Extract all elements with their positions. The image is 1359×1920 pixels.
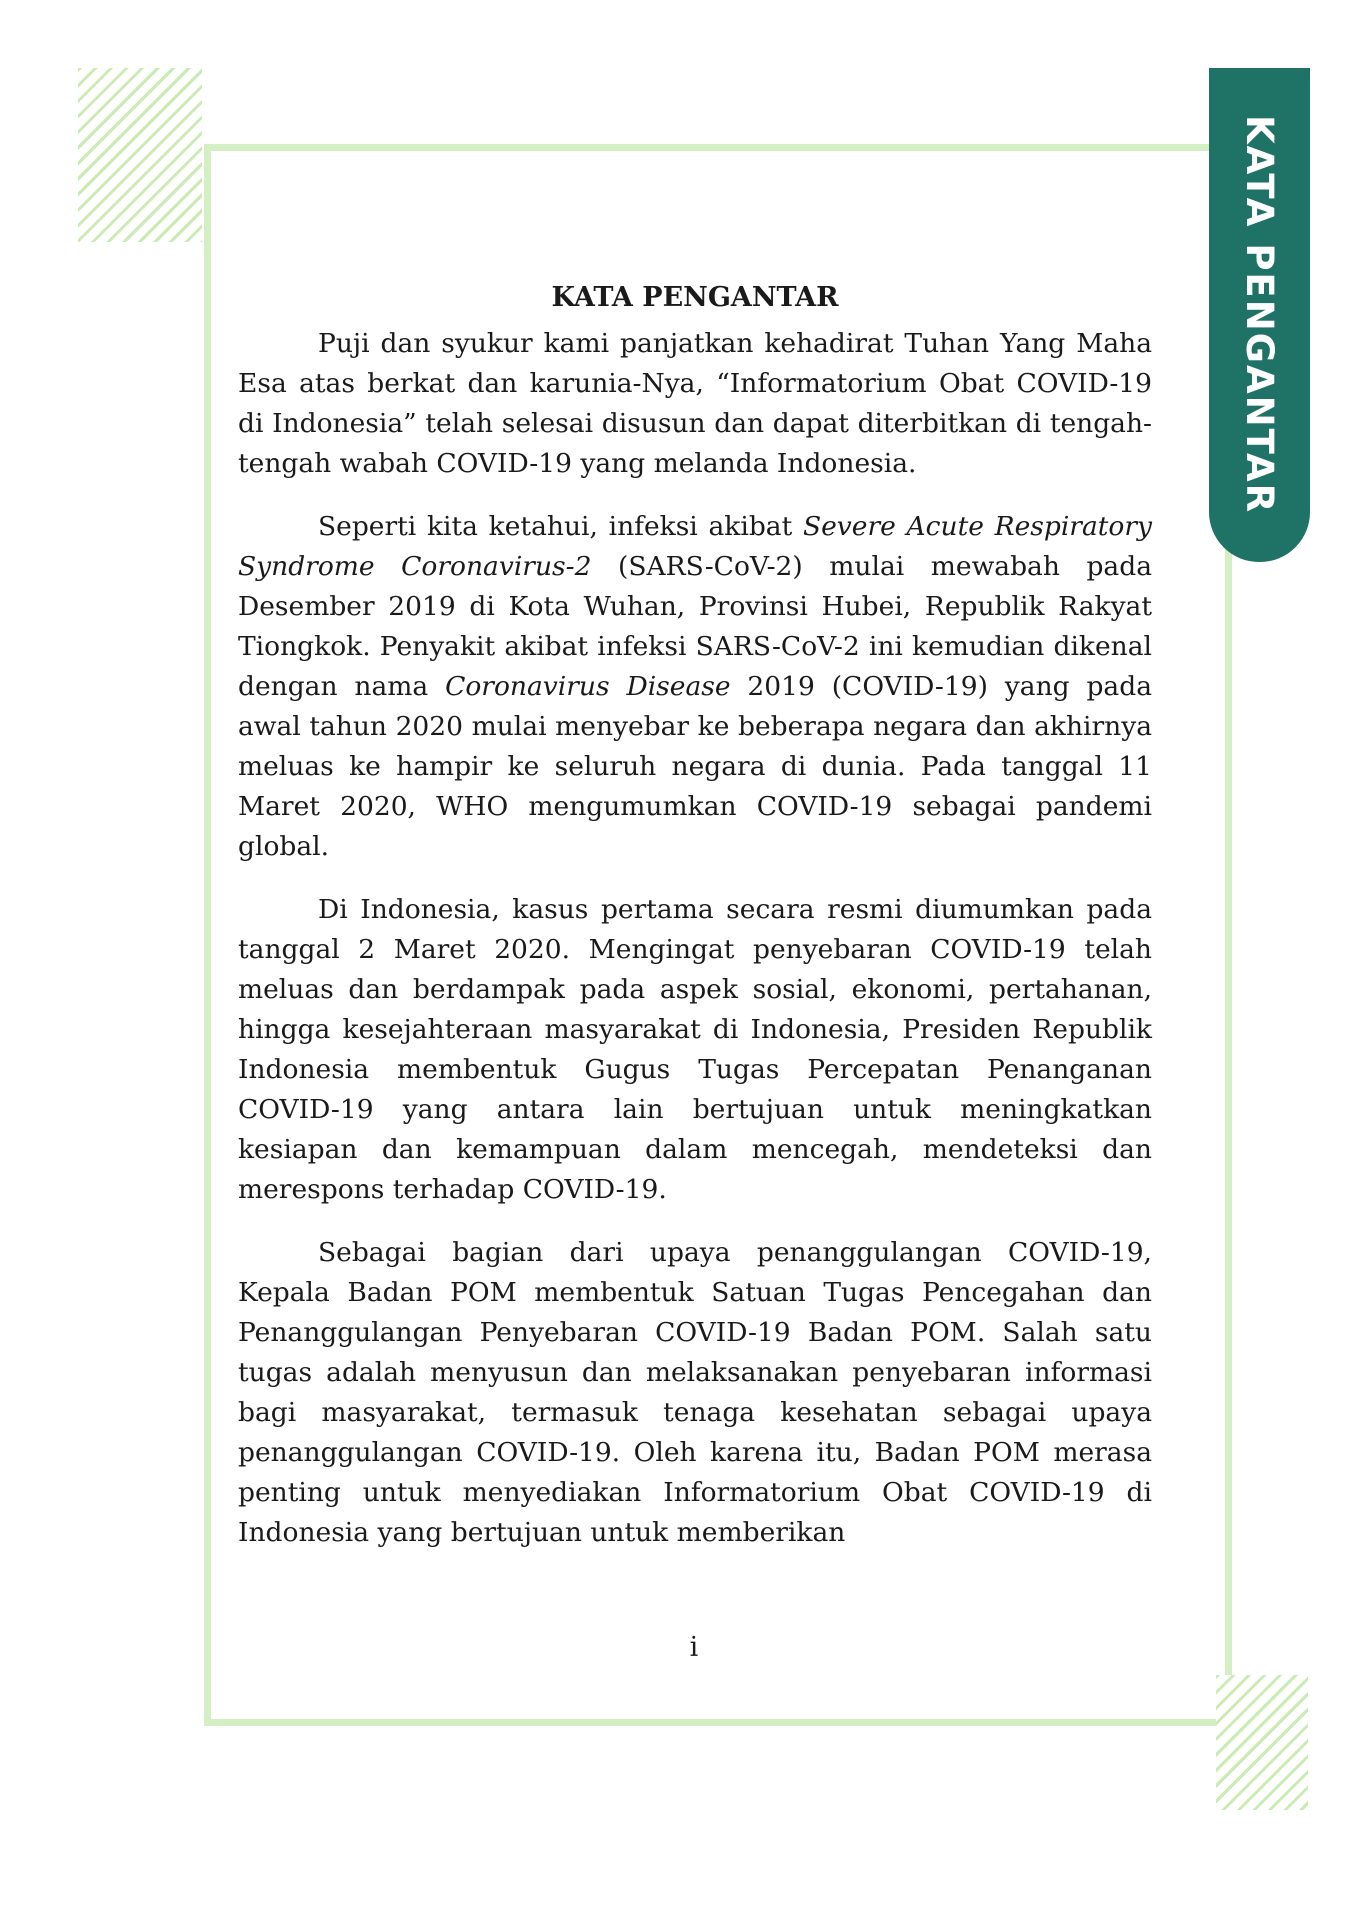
italic-term: Coronavirus Disease xyxy=(445,671,731,702)
decorative-hatch-top xyxy=(78,68,202,242)
paragraph-3 xyxy=(238,890,1152,1210)
paragraph-1 xyxy=(238,324,1152,484)
page-number: i xyxy=(689,1632,699,1663)
side-tab-label: KATA PENGANTAR xyxy=(1238,115,1281,515)
text-segment: Sebagai bagian dari upaya penanggulangan COVID-19, Kepala Badan POM membentuk Satuan Tugas Pencegahan dan Penanggulangan Penyebaran COVID-19 Badan POM. Salah satu tugas adalah menyusun dan melaksanakan penyebaran informasi bagi masyarakat, termasuk tenaga kesehatan sebagai upaya penanggulangan COVID-19. Oleh karena itu, Badan POM merasa penting untuk menyediakan Informatorium Obat COVID-19 di Indonesia yang bertujuan untuk memberikan xyxy=(238,1237,1152,1548)
italic-term: Severe Acute Respiratory Syndrome Coronavirus-2 xyxy=(238,511,1152,582)
text-segment: Puji dan syukur kami panjatkan kehadirat Tuhan Yang Maha Esa atas berkat dan karunia-Nya, “Informatorium Obat COVID-19 di Indonesia” telah selesai disusun dan dapat diterbitkan di tengah-tengah wabah COVID-19 yang melanda Indonesia. xyxy=(238,328,1152,479)
document-body xyxy=(238,280,1152,1576)
text-segment: Seperti kita ketahui, infeksi akibat xyxy=(318,511,803,542)
text-segment: 2019 (COVID-19) yang pada awal tahun 2020 mulai menyebar ke beberapa negara dan akhirnya meluas ke hampir ke seluruh negara di dunia. Pada tanggal 11 Maret 2020, WHO mengumumkan COVID-19 sebagai pandemi global. xyxy=(238,671,1152,862)
paragraph-2 xyxy=(238,507,1152,867)
section-side-tab xyxy=(1209,68,1310,562)
text-segment: Di Indonesia, kasus pertama secara resmi diumumkan pada tanggal 2 Maret 2020. Mengingat penyebaran COVID-19 telah meluas dan berdampak pada aspek sosial, ekonomi, pertahanan, hingga kesejahteraan masyarakat di Indonesia, Presiden Republik Indonesia membentuk Gugus Tugas Percepatan Penanganan COVID-19 yang antara lain bertujuan untuk meningkatkan kesiapan dan kemampuan dalam mencegah, mendeteksi dan merespons terhadap COVID-19. xyxy=(238,894,1152,1205)
decorative-hatch-bottom xyxy=(1216,1675,1308,1810)
page-title: KATA PENGANTAR xyxy=(551,282,839,313)
text-segment: (SARS-CoV-2) mulai mewabah pada Desember 2019 di Kota Wuhan, Provinsi Hubei, Republik Rakyat Tiongkok. Penyakit akibat infeksi SARS-CoV-2 ini kemudian dikenal dengan nama xyxy=(238,551,1152,702)
paragraph-4 xyxy=(238,1233,1152,1553)
